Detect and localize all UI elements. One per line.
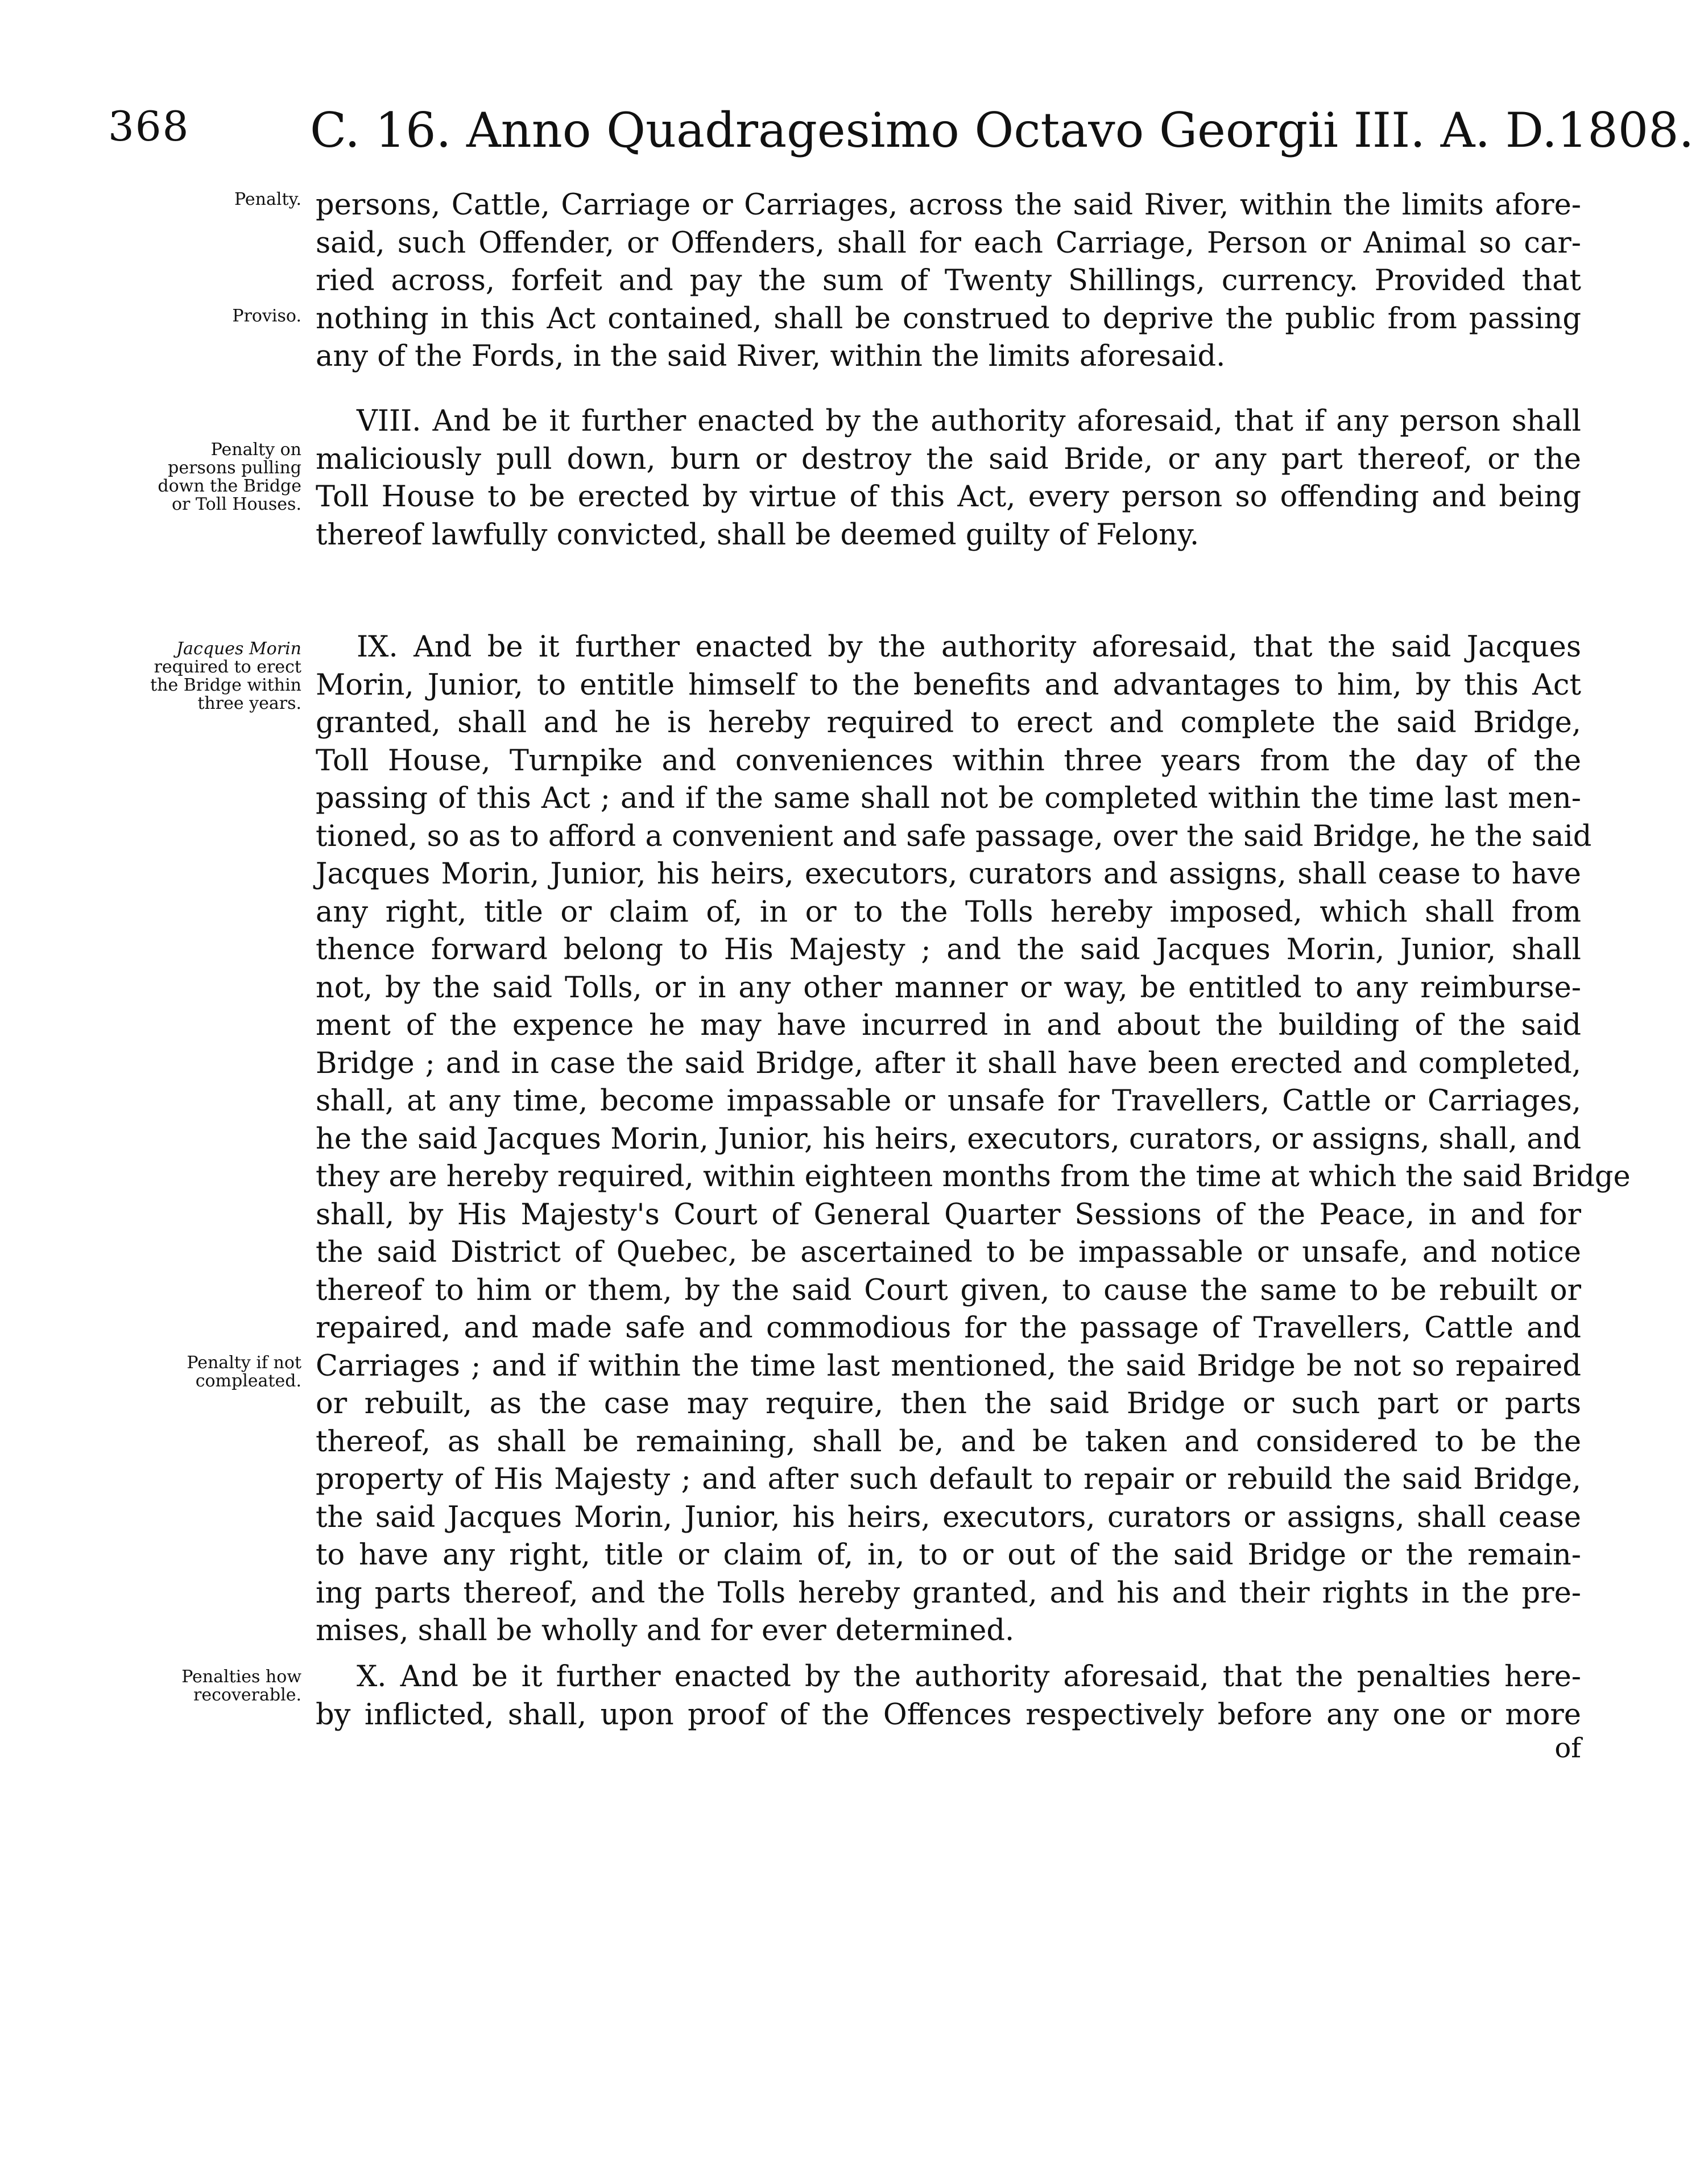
text-line: Morin, Junior, to entitle himself to the benefits and advantages to him, by this Act [316, 668, 1581, 702]
section-number: X. [357, 1660, 387, 1694]
text-line: mises, shall be wholly and for ever determined. [316, 1614, 1015, 1648]
text-line: Jacques Morin, Junior, his heirs, executors, curators and assigns, shall cease to have [316, 857, 1581, 891]
text-line: maliciously pull down, burn or destroy the said Bride, or any part thereof, or the [316, 442, 1581, 476]
section-first-line: IX. And be it further enacted by the authority aforesaid, that the said Jacques [357, 630, 1582, 664]
margin-note-not-compleated: Penalty if not compleated. [187, 1353, 301, 1391]
text-line: Toll House, Turnpike and conveniences within three years from the day of the [316, 744, 1581, 778]
text-line: any right, title or claim of, in or to the Tolls hereby imposed, which shall from [316, 895, 1581, 929]
margin-note-proviso: Proviso. [232, 306, 301, 326]
text-line: thereof, as shall be remaining, shall be, and be taken and considered to be the [316, 1425, 1581, 1459]
page-header [108, 102, 1694, 165]
text-line: said, such Offender, or Offenders, shall for each Carriage, Person or Animal so car- [316, 226, 1581, 260]
text-line: not, by the said Tolls, or in any other manner or way, be entitled to any reimburse- [316, 971, 1581, 1005]
text-line: thereof to him or them, by the said Court given, to cause the same to be rebuilt or [316, 1273, 1581, 1307]
section-10 [316, 1658, 1581, 1734]
section-first-line: X. And be it further enacted by the authority aforesaid, that the penalties here- [357, 1660, 1581, 1694]
margin-note-section-8: Penalty on persons pulling down the Bridge or Toll Houses. [158, 440, 301, 514]
text-line: nothing in this Act contained, shall be construed to deprive the public from passing [316, 302, 1581, 336]
text-line: ment of the expence he may have incurred in and about the building of the said [316, 1009, 1581, 1042]
text-line: Carriages ; and if within the time last mentioned, the said Bridge be not so repaired [316, 1349, 1581, 1383]
text-line: repaired, and made safe and commodious for the passage of Travellers, Cattle and [316, 1311, 1581, 1345]
text-line: he the said Jacques Morin, Junior, his heirs, executors, curators, or assigns, shall, and [316, 1122, 1582, 1156]
text-line: the said District of Quebec, be ascertained to be impassable or unsafe, and notice [316, 1236, 1581, 1269]
section-first-line: VIII. And be it further enacted by the authority aforesaid, that if any person shall [357, 404, 1581, 438]
catchword: of [1554, 1732, 1581, 1764]
section-number: IX. [357, 630, 398, 664]
margin-note-recoverable: Penalties how recoverable. [181, 1667, 301, 1705]
section-9 [316, 629, 1631, 1650]
page-number: 368 [108, 102, 190, 150]
text-line: persons, Cattle, Carriage or Carriages, across the said River, within the limits afore- [316, 188, 1581, 222]
margin-note-penalty: Penalty. [234, 189, 301, 209]
text-line: to have any right, title or claim of, in, to or out of the said Bridge or the remain- [316, 1538, 1581, 1572]
text-line: the said Jacques Morin, Junior, his heirs, executors, curators or assigns, shall cease [316, 1500, 1581, 1534]
text-line: by inflicted, shall, upon proof of the Offences respectively before any one or more [316, 1698, 1581, 1732]
text-line: they are hereby required, within eighteen months from the time at which the said Bridge [316, 1160, 1631, 1194]
text-line: or rebuilt, as the case may require, then the said Bridge or such part or parts [316, 1387, 1581, 1421]
text-line: shall, by His Majesty's Court of General Quarter Sessions of the Peace, in and for [316, 1198, 1581, 1232]
text-line: any of the Fords, in the said River, within the limits aforesaid. [316, 340, 1226, 373]
continuation-paragraph [316, 187, 1581, 376]
running-head: C. 16. Anno Quadragesimo Octavo Georgii III. A. D.1808. [310, 102, 1694, 158]
text-line: property of His Majesty ; and after such default to repair or rebuild the said Bridge, [316, 1463, 1581, 1496]
text-line: thereof lawfully convicted, shall be deemed guilty of Felony. [316, 518, 1200, 552]
text-line: granted, shall and he is hereby required to erect and complete the said Bridge, [316, 706, 1581, 740]
text-line: Bridge ; and in case the said Bridge, after it shall have been erected and completed, [316, 1046, 1581, 1080]
text-line: thence forward belong to His Majesty ; and the said Jacques Morin, Junior, shall [316, 933, 1581, 967]
section-8 [316, 403, 1581, 554]
text-line: ing parts thereof, and the Tolls hereby granted, and his and their rights in the pre- [316, 1576, 1581, 1610]
text-line: tioned, so as to afford a convenient and safe passage, over the said Bridge, he the said [316, 819, 1592, 853]
text-line: passing of this Act ; and if the same shall not be completed within the time last men- [316, 782, 1581, 815]
text-line: ried across, forfeit and pay the sum of Twenty Shillings, currency. Provided that [316, 264, 1581, 298]
section-number: VIII. [357, 404, 421, 438]
margin-note-section-9: Jacques Morin required to erect the Bridge within three years. [150, 639, 301, 713]
text-line: Toll House to be erected by virtue of this Act, every person so offending and being [316, 480, 1581, 514]
text-line: shall, at any time, become impassable or unsafe for Travellers, Cattle or Carriages, [316, 1084, 1581, 1118]
